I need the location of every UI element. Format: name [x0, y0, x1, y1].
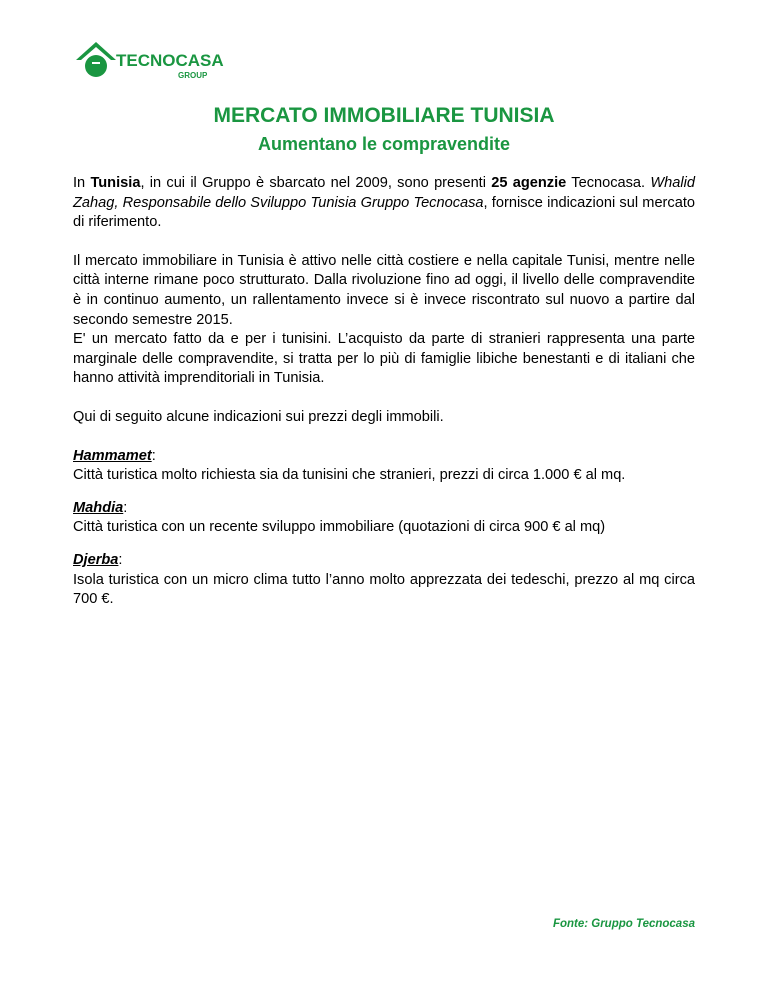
- country-name: Tunisia: [90, 175, 141, 191]
- city-entry: Djerba: Isola turistica con un micro clima tutto l’anno molto apprezzata dei tedeschi, prezzo al mq circa 700 €.: [73, 551, 695, 610]
- tecnocasa-logo: [72, 40, 232, 84]
- house-logo-icon: [72, 40, 232, 84]
- city-entry: Hammamet: Città turistica molto richiesta sia da tunisini che stranieri, prezzi di circa 1.000 € al mq.: [73, 447, 695, 486]
- logo-subtext: GROUP: [178, 71, 208, 80]
- logo-text: TECNOCASA: [116, 51, 224, 70]
- agency-count: 25 agenzie: [491, 175, 567, 191]
- city-text: Città turistica con un recente sviluppo immobiliare (quotazioni di circa 900 € al mq): [73, 519, 606, 536]
- city-name: Mahdia: [73, 499, 124, 516]
- page-title: MERCATO IMMOBILIARE TUNISIA: [213, 104, 555, 127]
- market-paragraph: Il mercato immobiliare in Tunisia è attivo nelle città costiere e nella capitale Tunisi, mentre nelle città interne rimane poco strutturato. Dalla rivoluzione fino ad oggi, il livello delle compravendite è in continuo aumento, un rallentamento invece si è invece riscontrato sul nuovo a partire dal secondo semestre 2015.: [73, 252, 695, 328]
- city-text: Città turistica molto richiesta sia da tunisini che stranieri, prezzi di circa 1.000 € al mq.: [73, 467, 626, 484]
- article-body: [73, 174, 695, 623]
- prices-intro: Qui di seguito alcune indicazioni sui prezzi degli immobili.: [73, 408, 444, 425]
- city-text: Isola turistica con un micro clima tutto l’anno molto apprezzata dei tedeschi, prezzo al mq circa 700 €.: [73, 571, 695, 608]
- city-name: Djerba: [73, 551, 119, 568]
- page-subtitle: Aumentano le compravendite: [257, 134, 511, 154]
- city-name: Hammamet: [73, 447, 152, 464]
- intro-paragraph: In Tunisia, in cui il Gruppo è sbarcato nel 2009, sono presenti 25 agenzie Tecnocasa. Whalid Zahag, Responsabile dello Sviluppo Tunisia Gruppo Tecnocasa, fornisce indicazioni sul mercato di riferimento.: [73, 175, 695, 231]
- spokesperson: Whalid Zahag, Responsabile dello Sviluppo Tunisia Gruppo Tecnocasa: [73, 175, 695, 211]
- city-entry: Mahdia: Città turistica con un recente sviluppo immobiliare (quotazioni di circa 900 € al mq): [73, 499, 695, 538]
- source-credit: Fonte: Gruppo Tecnocasa: [552, 918, 695, 930]
- buyers-paragraph: E' un mercato fatto da e per i tunisini. L’acquisto da parte di stranieri rappresenta una parte marginale delle compravendite, si tratta per lo più di famiglie libiche benestanti e di italiani che hanno attività imprenditoriali in Tunisia.: [73, 331, 695, 387]
